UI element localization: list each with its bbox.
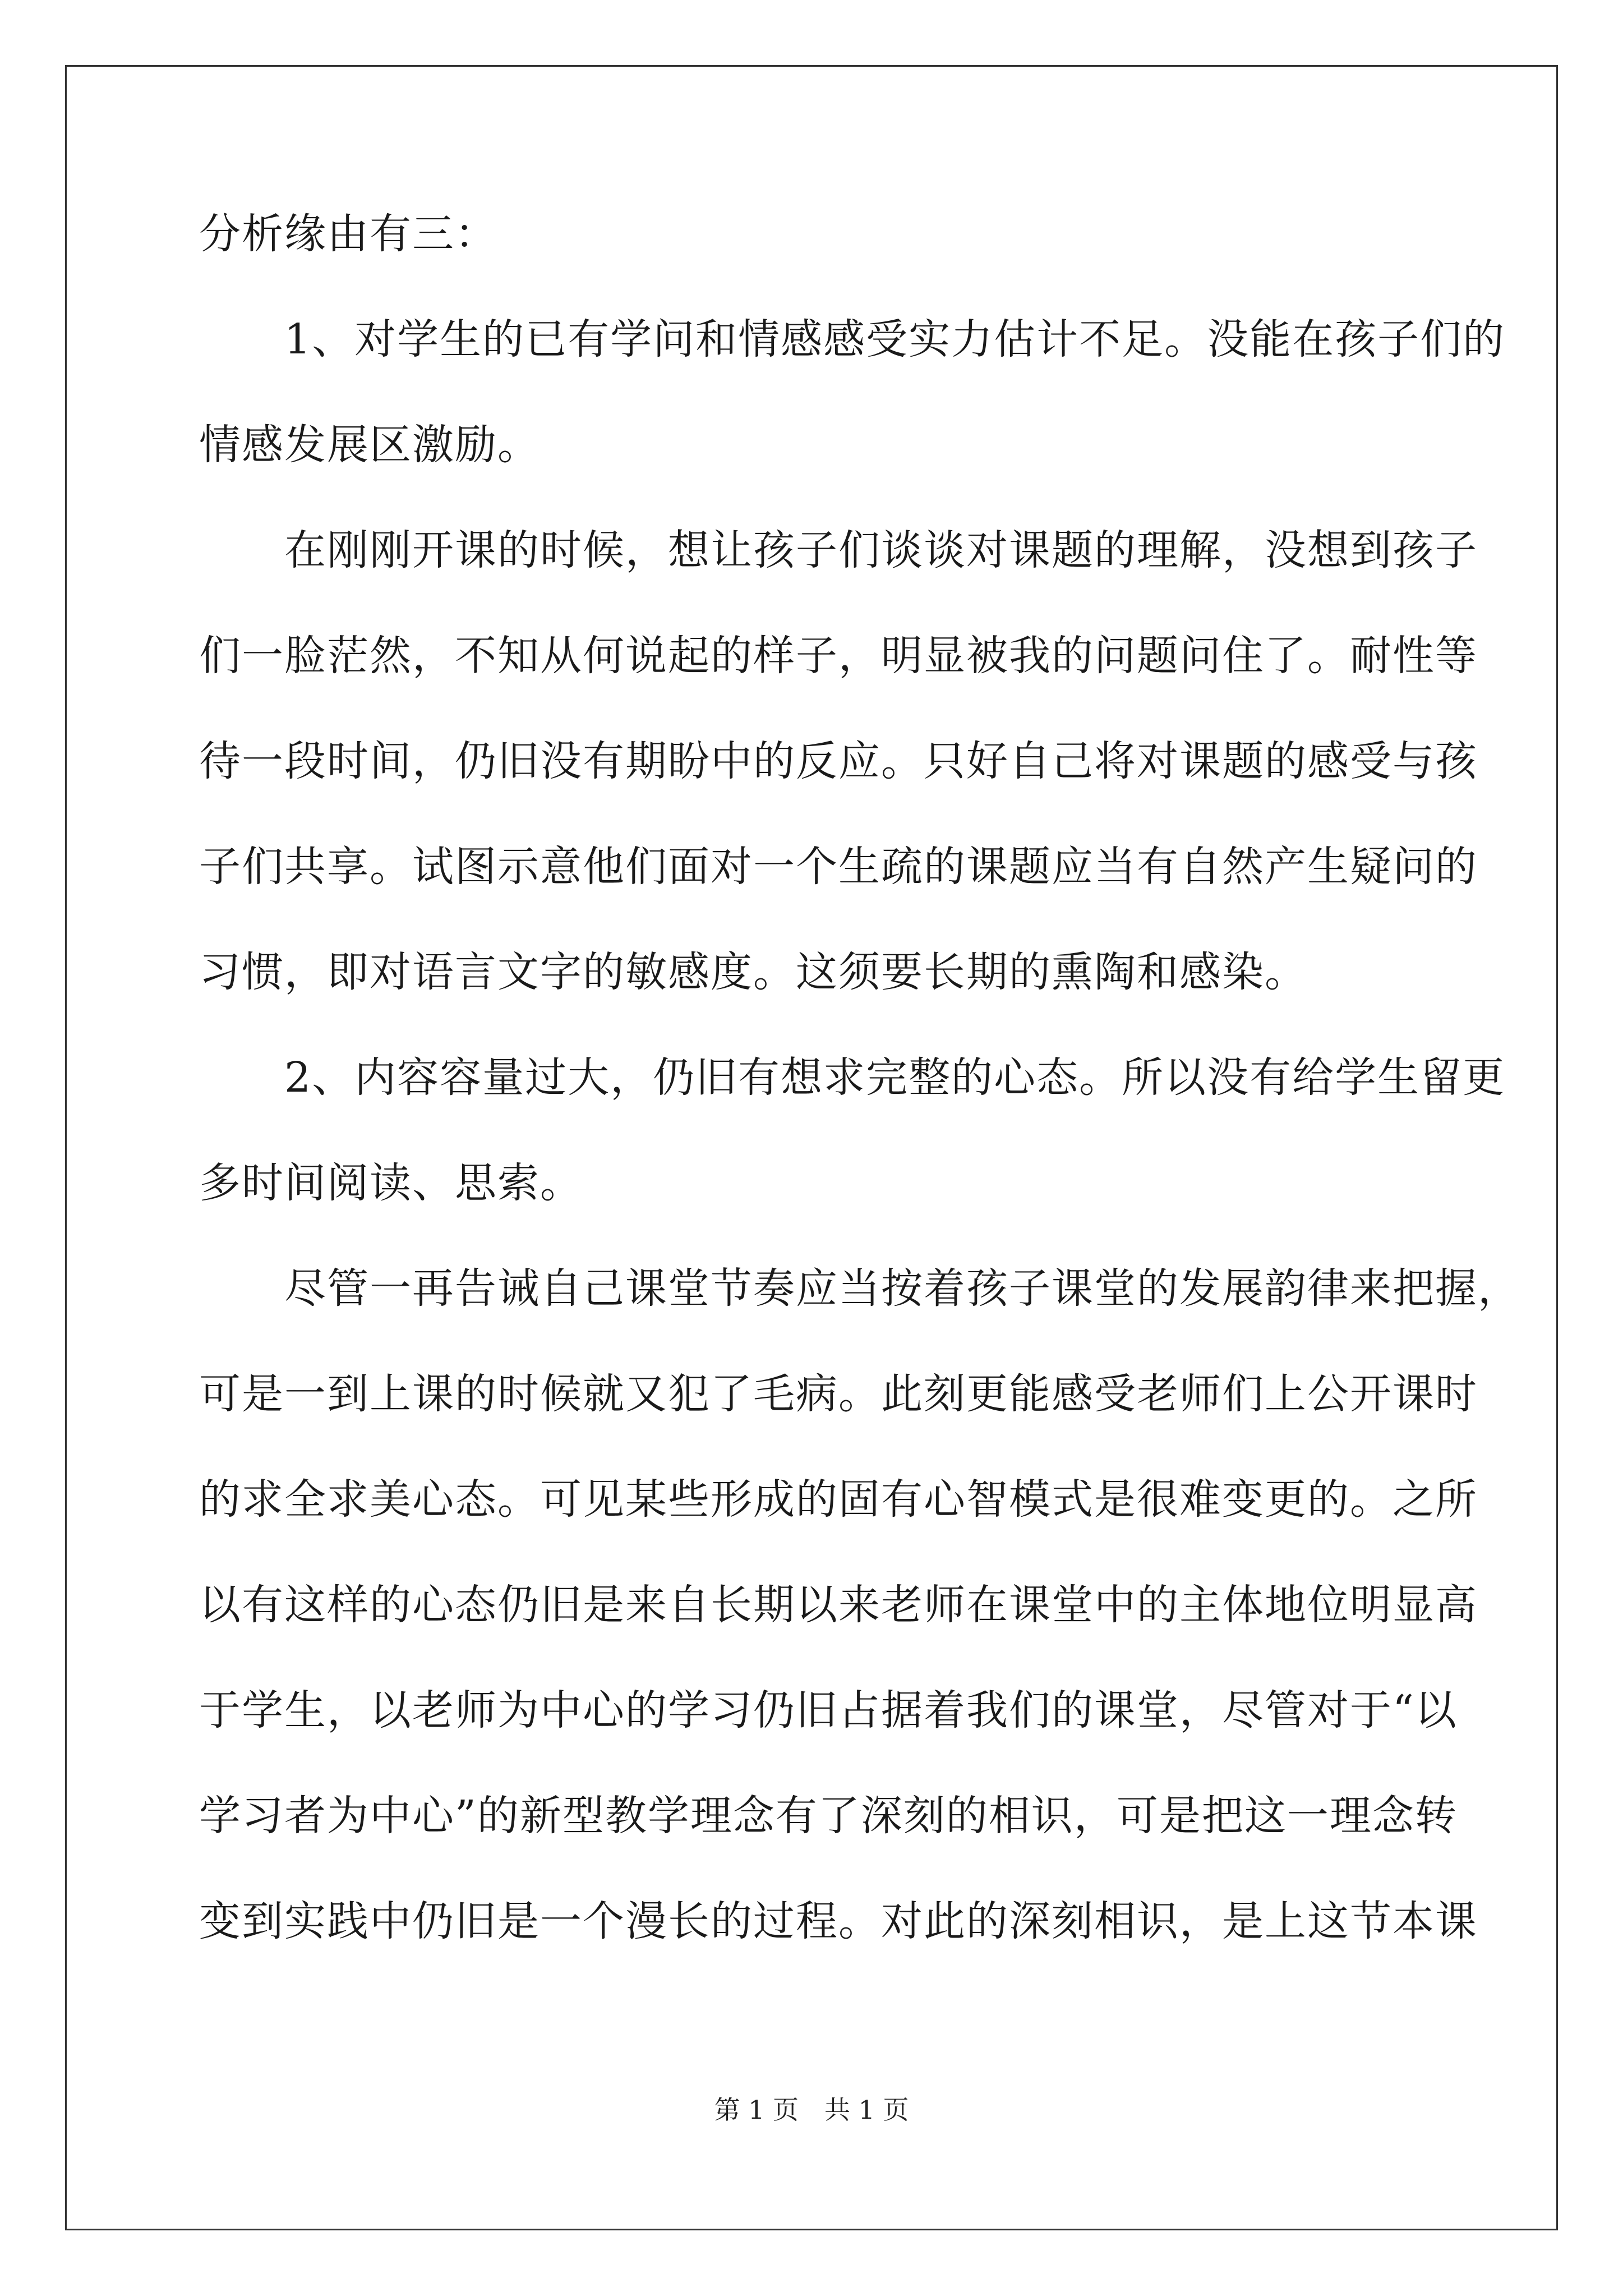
text-line: 变到实践中仍旧是一个漫长的过程。对此的深刻相识，是上这节本课 (199, 1897, 1478, 1945)
text-line: 的求全求美心态。可见某些形成的固有心智模式是很难变更的。之所 (199, 1475, 1478, 1524)
text-line: 2、内容容量过大，仍旧有想求完整的心态。所以没有给学生留更 (199, 1053, 1506, 1102)
text-line: 于学生，以老师为中心的学习仍旧占据着我们的课堂，尽管对于“以 (199, 1686, 1458, 1734)
text-line: 多时间阅读、思索。 (199, 1159, 583, 1207)
text-line: 待一段时间，仍旧没有期盼中的反应。只好自己将对课题的感受与孩 (199, 737, 1478, 785)
text-line: 在刚刚开课的时候，想让孩子们谈谈对课题的理解，没想到孩子 (199, 526, 1478, 574)
page-number-footer: 第 1 页 共 1 页 (714, 2095, 909, 2125)
text-line: 子们共享。试图示意他们面对一个生疏的课题应当有自然产生疑问的 (199, 843, 1478, 891)
text-line: 情感发展区激励。 (199, 421, 540, 469)
text-line: 以有这样的心态仍旧是来自长期以来老师在课堂中的主体地位明显高 (199, 1581, 1478, 1629)
text-line: 们一脸茫然，不知从何说起的样子，明显被我的问题问住了。耐性等 (199, 632, 1478, 680)
text-line: 分析缘由有三： (199, 210, 497, 258)
text-line: 学习者为中心”的新型教学理念有了深刻的相识，可是把这一理念转 (199, 1792, 1458, 1840)
text-line: 可是一到上课的时候就又犯了毛病。此刻更能感受老师们上公开课时 (199, 1370, 1478, 1418)
text-line: 1、对学生的已有学问和情感感受实力估计不足。没能在孩子们的 (199, 315, 1506, 364)
text-line: 习惯，即对语言文字的敏感度。这须要长期的熏陶和感染。 (199, 948, 1307, 996)
text-line: 尽管一再告诫自己课堂节奏应当按着孩子课堂的发展韵律来把握， (199, 1264, 1520, 1313)
